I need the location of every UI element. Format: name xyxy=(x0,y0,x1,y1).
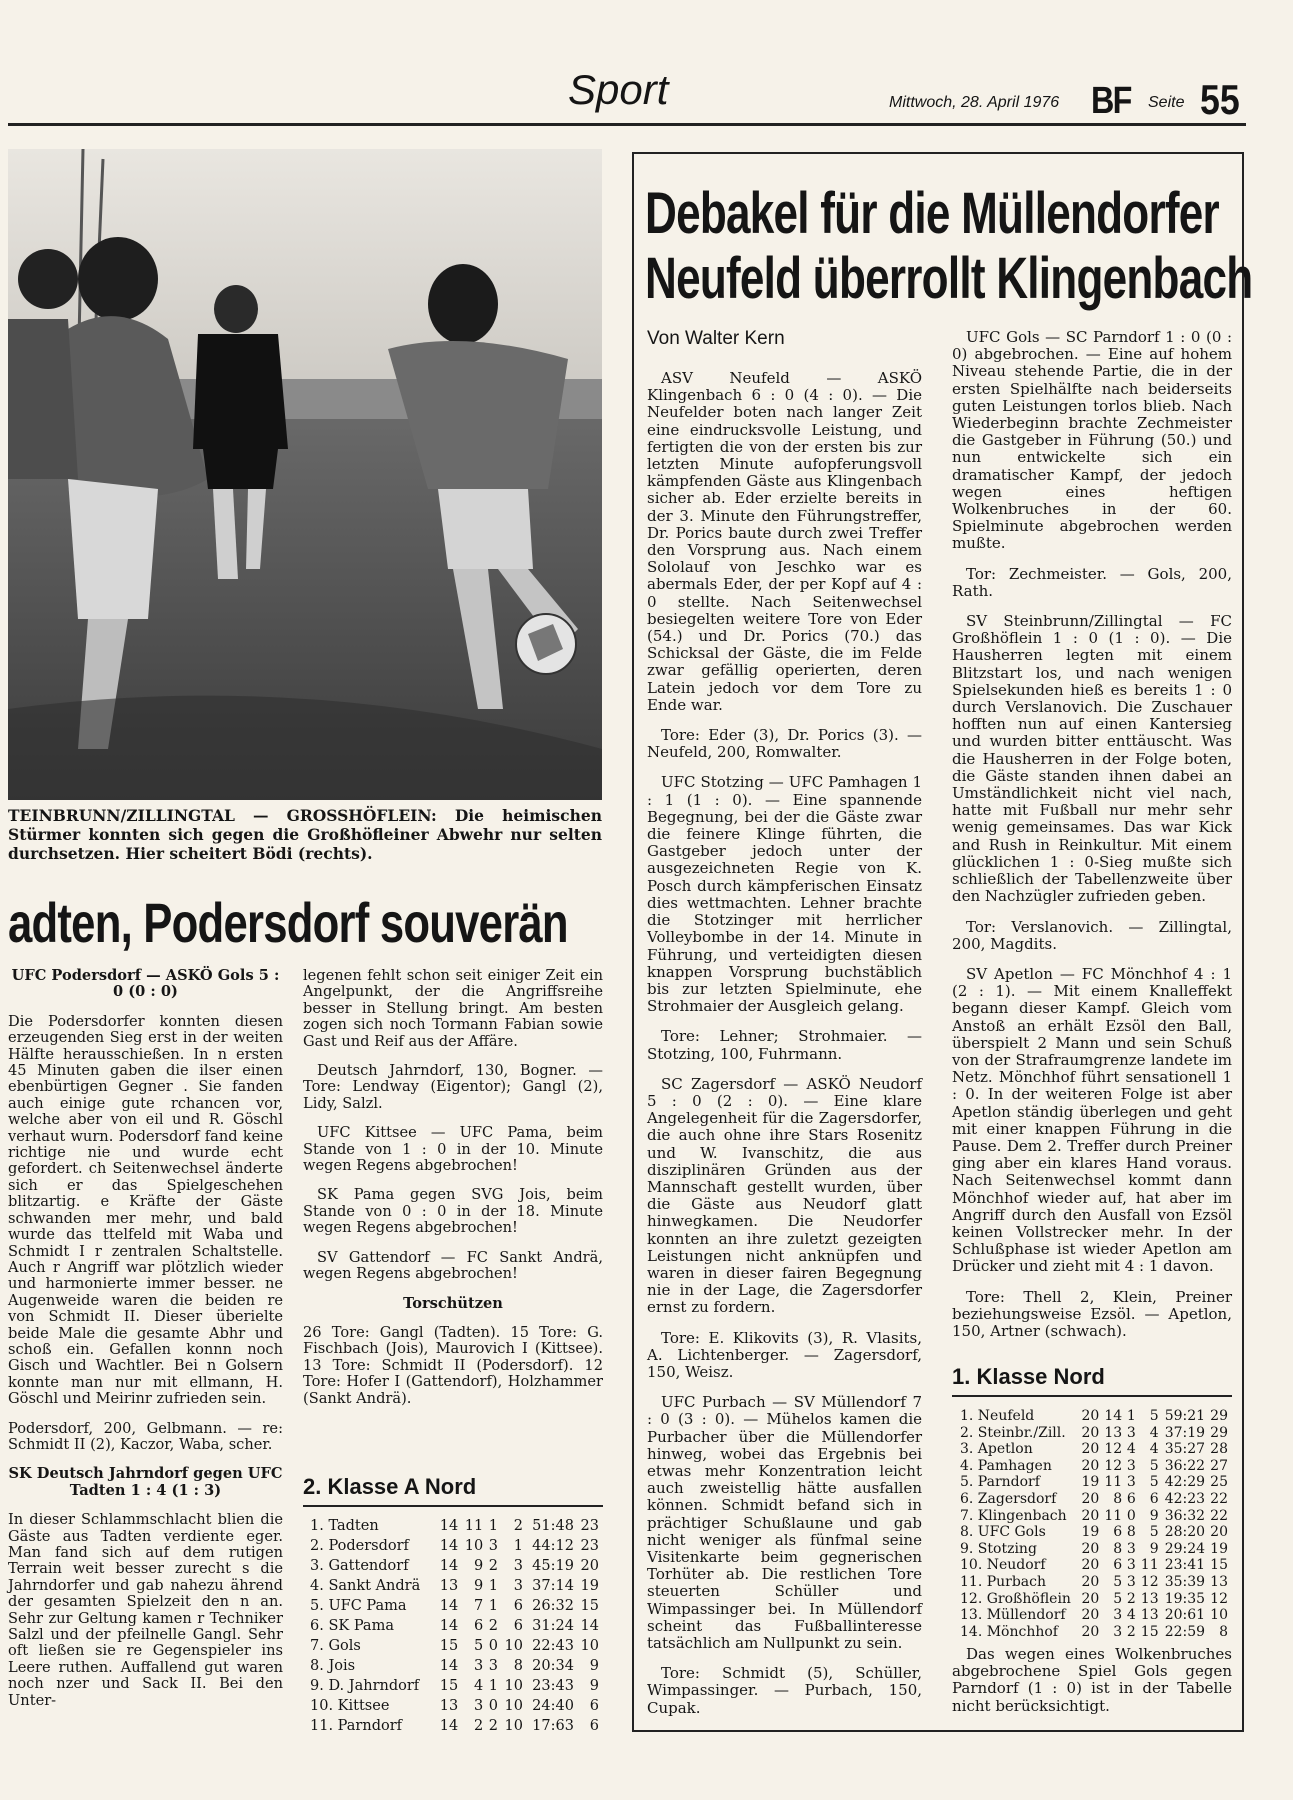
table-row xyxy=(960,1425,1232,1442)
stat-cell: 6 xyxy=(1126,1490,1136,1507)
table-row xyxy=(960,1408,1232,1425)
newspaper-logo: BF xyxy=(1091,80,1131,122)
stat-cell: 22:43 xyxy=(532,1638,574,1654)
stat-cell: 2 xyxy=(488,1558,498,1574)
stat-cell: 6 xyxy=(513,1598,523,1614)
table-rule xyxy=(303,1505,603,1507)
stat-cell: 37:14 xyxy=(532,1578,574,1594)
team-cell: 8. UFC Gols xyxy=(960,1524,1046,1541)
team-cell: 9. D. Jahrndorf xyxy=(310,1678,420,1694)
stat-cell: 15 xyxy=(1210,1557,1228,1574)
stat-cell: 5 xyxy=(1113,1590,1123,1607)
stat-cell: 20 xyxy=(1081,1457,1100,1474)
stat-cell: 8 xyxy=(1126,1524,1136,1541)
stat-cell: 6 xyxy=(589,1698,599,1714)
table-note: Das wegen eines Wolkenbruches abgebrochene Spiel Gols gegen Parndorf (1 : 0) ist in der Tabelle nicht berücksichtigt. xyxy=(952,1645,1232,1715)
header-rule xyxy=(8,123,1246,126)
stat-cell: 12 xyxy=(1210,1590,1228,1607)
stat-cell: 10 xyxy=(504,1638,523,1654)
stat-cell: 20 xyxy=(580,1558,599,1574)
stat-cell: 42:29 xyxy=(1164,1474,1206,1491)
stat-cell: 3 xyxy=(1126,1457,1136,1474)
stat-cell: 14 xyxy=(439,1558,459,1574)
stat-cell: 3 xyxy=(474,1698,484,1714)
stat-cell: 19 xyxy=(1081,1524,1100,1541)
match-details: Tor: Verslanovich. — Zillingtal, 200, Magdits. xyxy=(952,917,1232,953)
stat-cell: 27 xyxy=(1210,1457,1228,1474)
section-title: Sport xyxy=(568,66,669,113)
stat-cell: 10 xyxy=(504,1678,523,1694)
match-heading: UFC Podersdorf — ASKÖ Gols 5 : 0 (0 : 0) xyxy=(11,967,280,1001)
stat-cell: 9 xyxy=(1149,1507,1159,1524)
stat-cell: 14 xyxy=(439,1718,459,1734)
stat-cell: 1 xyxy=(488,1518,498,1534)
stat-cell: 29:24 xyxy=(1164,1540,1206,1557)
stat-cell: 26:32 xyxy=(532,1598,574,1614)
stat-cell: 9 xyxy=(589,1678,599,1694)
stat-cell: 11 xyxy=(1104,1474,1123,1491)
stat-cell: 19 xyxy=(1210,1540,1228,1557)
team-cell: 4. Pamhagen xyxy=(960,1457,1052,1474)
team-cell: 1. Neufeld xyxy=(960,1408,1035,1424)
stat-cell: 2 xyxy=(488,1618,498,1634)
stat-cell: 29 xyxy=(1210,1408,1228,1424)
table-row xyxy=(310,1516,603,1536)
stat-cell: 14 xyxy=(1104,1408,1123,1424)
league-table-1-klasse xyxy=(960,1408,1232,1640)
left-article-col2 xyxy=(303,968,603,1420)
stat-cell: 5 xyxy=(1149,1457,1159,1474)
stat-cell: 12 xyxy=(1104,1441,1123,1458)
table-row xyxy=(310,1616,603,1636)
stat-cell: 8 xyxy=(1113,1540,1123,1557)
stat-cell: 3 xyxy=(1126,1424,1136,1441)
stat-cell: 5 xyxy=(1113,1573,1123,1590)
stat-cell: 15 xyxy=(439,1678,459,1694)
stat-cell: 13 xyxy=(1140,1607,1159,1624)
stat-cell: 3 xyxy=(474,1658,484,1674)
match-report: legenen fehlt schon seit einiger Zeit ein Angelpunkt, der die Angriffsreihe besser in Stellung bringt. Am besten zogen sich noch Tormann Fabian sowie Gast und Reif aus der Affäre. xyxy=(303,967,603,1050)
team-cell: 12. Großhöflein xyxy=(960,1590,1071,1607)
scorers-list: 26 Tore: Gangl (Tadten). 15 Tore: G. Fischbach (Jois), Maurovich I (Kittsee). 13 Tore: Schmidt II (Podersdorf). 12 Tore: Hofer I (Gattendorf), Holzhammer (Sankt Andrä). xyxy=(303,1323,603,1407)
table-title-2-klasse: 2. Klasse A Nord xyxy=(303,1474,477,1499)
match-photo xyxy=(8,149,602,800)
stat-cell: 11 xyxy=(1104,1507,1123,1524)
stat-cell: 20 xyxy=(1081,1408,1100,1424)
page-number: 55 xyxy=(1200,76,1240,123)
stat-cell: 9 xyxy=(474,1558,484,1574)
team-cell: 8. Jois xyxy=(310,1658,356,1674)
stat-cell: 14 xyxy=(439,1598,459,1614)
stat-cell: 0 xyxy=(488,1698,498,1714)
stat-cell: 44:12 xyxy=(532,1538,574,1554)
stat-cell: 45:19 xyxy=(532,1558,574,1574)
stat-cell: 28:20 xyxy=(1164,1524,1206,1541)
scorers-heading: Torschützen xyxy=(403,1294,503,1312)
table-rule xyxy=(952,1395,1232,1397)
team-cell: 10. Neudorf xyxy=(960,1557,1046,1574)
stat-cell: 14 xyxy=(439,1518,459,1534)
table-title-1-klasse: 1. Klasse Nord xyxy=(952,1364,1105,1389)
match-note: SV Gattendorf — FC Sankt Andrä, wegen Regens abgebrochen! xyxy=(303,1248,603,1283)
team-cell: 3. Gattendorf xyxy=(310,1558,409,1574)
stat-cell: 2 xyxy=(474,1718,484,1734)
stat-cell: 1 xyxy=(1126,1408,1136,1424)
stat-cell: 15 xyxy=(580,1598,599,1614)
table-row xyxy=(310,1576,603,1596)
table-row xyxy=(310,1696,603,1716)
table-row xyxy=(960,1557,1232,1574)
stat-cell: 5 xyxy=(474,1638,484,1654)
stat-cell: 5 xyxy=(1149,1474,1159,1491)
stat-cell: 9 xyxy=(1149,1540,1159,1557)
stat-cell: 11 xyxy=(1140,1557,1159,1574)
stat-cell: 13 xyxy=(1210,1573,1228,1590)
table-row xyxy=(960,1624,1232,1641)
stat-cell: 3 xyxy=(1126,1540,1136,1557)
football-players-illustration xyxy=(8,149,602,800)
stat-cell: 0 xyxy=(488,1638,498,1654)
stat-cell: 6 xyxy=(1113,1557,1123,1574)
stat-cell: 23 xyxy=(580,1518,599,1534)
stat-cell: 22 xyxy=(1210,1507,1228,1524)
stat-cell: 20 xyxy=(1081,1623,1100,1640)
left-article-col1 xyxy=(8,968,283,1722)
stat-cell: 2 xyxy=(1126,1623,1136,1640)
table-row xyxy=(310,1636,603,1656)
stat-cell: 20:61 xyxy=(1164,1607,1206,1624)
match-note: SK Pama gegen SVG Jois, beim Stande von 0 : 0 in der 18. Minute wegen Regens abgebrochen! xyxy=(303,1186,603,1237)
stat-cell: 15 xyxy=(1140,1623,1159,1640)
match-report: UFC Stotzing — UFC Pamhagen 1 : 1 (1 : 0). — Eine spannende Begegnung, bei der die Gäste zwar die feinere Klinge führten, die Gastgeber jedoch unter der ausgezeichneten Regie von K. Posch durch kämpferischen Einsatz dies wettmachten. Lehner brachte die Stotzinger mit herrlicher Volleybombe in der 14. Minute in Führung, und verteidigten diesen knappen Vorsprung buchstäblich bis zur letzten Spielminute, ehe Strohmaier der Ausgleich gelang. xyxy=(647,773,922,1016)
stat-cell: 19 xyxy=(1081,1474,1100,1491)
stat-cell: 3 xyxy=(513,1578,523,1594)
table-row xyxy=(310,1676,603,1696)
stat-cell: 14 xyxy=(580,1618,599,1634)
stat-cell: 7 xyxy=(474,1598,484,1614)
stat-cell: 51:48 xyxy=(532,1518,574,1534)
stat-cell: 1 xyxy=(488,1678,498,1694)
stat-cell: 13 xyxy=(1104,1424,1123,1441)
stat-cell: 36:32 xyxy=(1164,1507,1206,1524)
table-row xyxy=(960,1524,1232,1541)
table-row xyxy=(310,1556,603,1576)
issue-date: Mittwoch, 28. April 1976 xyxy=(889,94,1060,111)
match-details: Deutsch Jahrndorf, 130, Bogner. — Tore: Lendway (Eigentor); Gangl (2), Lidy, Salzl. xyxy=(303,1062,603,1112)
stat-cell: 20 xyxy=(1081,1590,1100,1607)
match-report: Die Podersdorfer konnten diesen erzeugenden Sieg erst in der weiten Hälfte herausschießen. In n ersten 45 Minuten gaben die ilser einen ebenbürtigen Gegner . Sie fanden auch einige gute rchancen vor, welche aber von eil und R. Göschl verhaut wurn. Podersdorf fand keine richtige nie und wurde echt gefordert. ch Seitenwechsel änderte sich er das Spielgeschehen blitzartig. e Kräfte der Gäste schwanden mer mehr, und bald wurde das ttelfeld mit Waba und Schmidt I r zentralen Schaltstelle. Auch r Angriff war plötzlich wieder und harmonierte immer besser. ne Augenweide waren die beiden re von Schmidt II. Dieser überielte beide Male die gesamte Abhr und schoß ein. Gefallen konnn noch Gisch und Wachtler. Bei n Golsern konnte man nur mit ellmann, H. Göschl und Meirinr zufrieden sein. xyxy=(8,1012,283,1408)
stat-cell: 10 xyxy=(464,1538,484,1554)
stat-cell: 3 xyxy=(1113,1607,1123,1624)
stat-cell: 6 xyxy=(513,1618,523,1634)
stat-cell: 9 xyxy=(474,1578,484,1594)
stat-cell: 3 xyxy=(513,1558,523,1574)
stat-cell: 8 xyxy=(1219,1623,1228,1640)
stat-cell: 5 xyxy=(1149,1524,1159,1541)
stat-cell: 0 xyxy=(1126,1507,1136,1524)
table-row xyxy=(310,1656,603,1676)
photo-caption: TEINBRUNN/ZILLINGTAL — GROSSHÖFLEIN: Die heimischen Stürmer konnten sich gegen die Großhöfleiner Abwehr nur selten durchsetzen. Hier scheitert Bödi (rechts). xyxy=(8,806,602,863)
stat-cell: 6 xyxy=(1113,1524,1123,1541)
stat-cell: 8 xyxy=(513,1658,523,1674)
team-cell: 3. Apetlon xyxy=(960,1441,1033,1458)
left-headline: adten, Podersdorf souverän xyxy=(8,891,568,954)
stat-cell: 29 xyxy=(1210,1424,1228,1441)
stat-cell: 22 xyxy=(1210,1490,1228,1507)
stat-cell: 23:43 xyxy=(532,1678,574,1694)
stat-cell: 6 xyxy=(474,1618,484,1634)
seite-label: Seite xyxy=(1148,94,1185,111)
stat-cell: 8 xyxy=(1113,1490,1123,1507)
stat-cell: 14 xyxy=(439,1538,459,1554)
team-cell: 10. Kittsee xyxy=(310,1698,390,1714)
right-headline-1: Debakel für die Müllendorfer xyxy=(645,181,1219,246)
stat-cell: 31:24 xyxy=(532,1618,574,1634)
stat-cell: 3 xyxy=(1113,1623,1123,1640)
stat-cell: 15 xyxy=(439,1638,459,1654)
match-details: Tore: E. Klikovits (3), R. Vlasits, A. Lichtenberger. — Zagersdorf, 150, Weisz. xyxy=(647,1328,922,1381)
team-cell: 2. Podersdorf xyxy=(310,1538,409,1554)
match-details: Tore: Thell 2, Klein, Preiner beziehungsweise Ezsöl. — Apetlon, 150, Artner (schwach). xyxy=(952,1287,1232,1340)
stat-cell: 35:39 xyxy=(1164,1573,1206,1590)
stat-cell: 4 xyxy=(474,1678,484,1694)
stat-cell: 2 xyxy=(488,1718,498,1734)
stat-cell: 11 xyxy=(464,1518,484,1534)
stat-cell: 20:34 xyxy=(532,1658,574,1674)
stat-cell: 3 xyxy=(1126,1557,1136,1574)
match-details: Podersdorf, 200, Gelbmann. — re: Schmidt II (2), Kaczor, Waba, scher. xyxy=(8,1419,283,1453)
match-details: Tore: Schmidt (5), Schüller, Wimpassinger. — Purbach, 150, Cupak. xyxy=(647,1664,922,1717)
stat-cell: 3 xyxy=(1126,1474,1136,1491)
stat-cell: 10 xyxy=(580,1638,599,1654)
stat-cell: 59:21 xyxy=(1164,1408,1206,1424)
team-cell: 7. Gols xyxy=(310,1638,361,1654)
stat-cell: 23:41 xyxy=(1164,1557,1206,1574)
team-cell: 7. Klingenbach xyxy=(960,1507,1067,1524)
match-heading: SK Deutsch Jahrndorf gegen UFC Tadten 1 : 4 (1 : 3) xyxy=(8,1465,283,1499)
stat-cell: 17:63 xyxy=(532,1718,574,1734)
match-report: UFC Gols — SC Parndorf 1 : 0 (0 : 0) abgebrochen. — Eine auf hohem Niveau stehende Partie, die in der ersten Spielhälfte nach beiderseits guten Leistungen torlos blieb. Nach Wiederbeginn brachte Zechmeister die Gastgeber in Führung (50.) und nun entwickelte sich ein dramatischer Kampf, der jedoch wegen eines heftigen Wolkenbruches in der 60. Spielminute abgebrochen werden mußte. xyxy=(952,328,1232,553)
match-details: Tore: Lehner; Strohmaier. — Stotzing, 100, Fuhrmann. xyxy=(647,1027,922,1063)
stat-cell: 20 xyxy=(1081,1490,1100,1507)
team-cell: 6. SK Pama xyxy=(310,1618,394,1634)
stat-cell: 20 xyxy=(1081,1424,1100,1441)
table-row xyxy=(960,1591,1232,1608)
stat-cell: 4 xyxy=(1126,1607,1136,1624)
match-report: SV Steinbrunn/Zillingtal — FC Großhöflein 1 : 0 (1 : 0). — Die Hausherren legten mit einem Blitzstart los, und nach wenigen Spielsekunden hieß es bereits 1 : 0 durch Verslanovich. Die Zuschauer hofften nun auf einen Kantersieg und wurden bitter enttäuscht. Was die Hausherren in der Folge boten, die Gäste standen ihnen dabei an Umständlichkeit nicht viel nach, hatte mit Fußball nur mehr sehr wenig gemeinsames. Das war Kick and Rush in Reinkultur. Mit einem glücklichen 1 : 0-Sieg mußte sich schließlich der Tabellenzweite über den Nachzügler zufrieden geben. xyxy=(952,612,1232,906)
stat-cell: 12 xyxy=(1104,1457,1123,1474)
stat-cell: 13 xyxy=(1140,1590,1159,1607)
match-note: UFC Kittsee — UFC Pama, beim Stande von 1 : 0 in der 10. Minute wegen Regens abgebrochen! xyxy=(303,1124,603,1175)
stat-cell: 2 xyxy=(513,1518,523,1534)
right-headline-2: Neufeld überrollt Klingenbach xyxy=(645,246,1253,311)
league-table-2-klasse xyxy=(310,1516,603,1736)
table-row xyxy=(960,1508,1232,1525)
stat-cell: 13 xyxy=(439,1698,459,1714)
stat-cell: 3 xyxy=(488,1658,498,1674)
stat-cell: 24:40 xyxy=(532,1698,574,1714)
match-report: In dieser Schlammschlacht blien die Gäste aus Tadten verdiente eger. Man fand sich auf dem rutigen Terrain weit besser zurecht s die Jahrndorfer und gab nahezu ährend der gesamten Spielzeit den n an. Sehr zur Geltung kamen r Techniker Salzl und der pfeilnelle Gangl. Sehr oft ließen sie re Gegenspieler ins Leere ruthen. Auffallend gut waren noch nzer und Sack II. Bei den Unter- xyxy=(8,1511,283,1709)
stat-cell: 14 xyxy=(439,1658,459,1674)
match-details: Tor: Zechmeister. — Gols, 200, Rath. xyxy=(952,564,1232,600)
stat-cell: 28 xyxy=(1210,1441,1228,1458)
stat-cell: 13 xyxy=(439,1578,459,1594)
stat-cell: 6 xyxy=(1149,1490,1159,1507)
table-row xyxy=(960,1491,1232,1508)
stat-cell: 2 xyxy=(1126,1590,1136,1607)
stat-cell: 22:59 xyxy=(1164,1623,1206,1640)
team-cell: 14. Mönchhof xyxy=(960,1623,1058,1640)
stat-cell: 4 xyxy=(1149,1441,1159,1458)
stat-cell: 42:23 xyxy=(1164,1490,1206,1507)
stat-cell: 23 xyxy=(580,1538,599,1554)
stat-cell: 20 xyxy=(1210,1524,1228,1541)
stat-cell: 19:35 xyxy=(1164,1590,1206,1607)
team-cell: 11. Purbach xyxy=(960,1573,1047,1590)
team-cell: 5. UFC Pama xyxy=(310,1598,407,1614)
stat-cell: 36:22 xyxy=(1164,1457,1206,1474)
stat-cell: 20 xyxy=(1081,1607,1100,1624)
byline: Von Walter Kern xyxy=(647,328,785,349)
stat-cell: 20 xyxy=(1081,1573,1100,1590)
stat-cell: 14 xyxy=(439,1618,459,1634)
stat-cell: 10 xyxy=(504,1718,523,1734)
match-report: ASV Neufeld — ASKÖ Klingenbach 6 : 0 (4 : 0). — Die Neufelder boten nach langer Zeit eine eindrucksvolle Leistung, und fertigten die von der ersten bis zur letzten Minute aufopferungsvoll kämpfenden Gäste aus Klingenbach sicher ab. Eder erzielte bereits in der 3. Minute den Führungstreffer, Dr. Porics baute durch zwei Treffer den Vorsprung aus. Nach einem Sololauf von Jeschko war es abermals Eder, der per Kopf auf 4 : 0 stellte. Nach Seitenwechsel besiegelten weitere Tore von Eder (54.) und Dr. Porics (70.) das Schicksal der Gäste, die im Felde zwar gefällig operierten, deren Latein jedoch vor dem Tore zu Ende war. xyxy=(647,369,922,714)
table-row xyxy=(960,1574,1232,1591)
stat-cell: 20 xyxy=(1081,1441,1100,1458)
stat-cell: 3 xyxy=(488,1538,498,1554)
stat-cell: 1 xyxy=(488,1578,498,1594)
match-report: UFC Purbach — SV Müllendorf 7 : 0 (3 : 0). — Mühelos kamen die Purbacher über die Müllendorfer hinweg, wobei das Ergebnis bei etwas mehr Konzentration leicht auch zweistellig hätte ausfallen können. Schmidt befand sich in prächtiger Schußlaune und gab nicht weniger als fünfmal seine Visitenkarte beim gegnerischen Torhüter ab. Die restlichen Tore steuerten Schüller und Wimpassinger bei. In Müllendorf scheint das Fußballinteresse tatsächlich am Nullpunkt zu sein. xyxy=(647,1393,922,1653)
stat-cell: 20 xyxy=(1081,1507,1100,1524)
table-row xyxy=(310,1536,603,1556)
stat-cell: 35:27 xyxy=(1164,1441,1206,1458)
stat-cell: 37:19 xyxy=(1164,1424,1206,1441)
right-article-col1 xyxy=(647,370,922,1730)
team-cell: 5. Parndorf xyxy=(960,1474,1040,1491)
stat-cell: 6 xyxy=(589,1718,599,1734)
team-cell: 2. Steinbr./Zill. xyxy=(960,1424,1066,1441)
right-article-col2 xyxy=(952,329,1232,1353)
stat-cell: 19 xyxy=(580,1578,599,1594)
table-row xyxy=(960,1441,1232,1458)
stat-cell: 3 xyxy=(1126,1573,1136,1590)
match-details: Tore: Eder (3), Dr. Porics (3). — Neufeld, 200, Romwalter. xyxy=(647,726,922,762)
table-row xyxy=(960,1607,1232,1624)
match-report: SV Apetlon — FC Mönchhof 4 : 1 (2 : 1). — Mit einem Knalleffekt begann dieser Kampf. Gleich vom Anstoß an erhält Ezsöl den Ball, überspielt 2 Mann und sein Schuß von der Strafraumgrenze landete im Netz. Mönchhof führt sensationell 1 : 0. In der weiteren Folge ist aber Apetlon ständig überlegen und geht mit einer knappen Führung in die Pause. Dem 2. Treffer durch Preiner ging aber ein klares Hand voraus. Nach Seitenwechsel kommt dann Mönchhof wieder auf, hat aber im Angriff durch den Ausfall von Ezsöl keinen Vollstrecker mehr. In der Schlußphase ist wieder Apetlon am Drücker und zieht mit 4 : 1 davon. xyxy=(952,964,1232,1276)
stat-cell: 20 xyxy=(1081,1557,1100,1574)
stat-cell: 10 xyxy=(1210,1607,1228,1624)
table-row xyxy=(960,1474,1232,1491)
team-cell: 6. Zagersdorf xyxy=(960,1490,1057,1507)
match-report: SC Zagersdorf — ASKÖ Neudorf 5 : 0 (2 : 0). — Eine klare Angelegenheit für die Zagersdorfer, die auch ohne ihre Stars Rosenitz und W. Ivanschitz, die aus disziplinären Gründen aus der Mannschaft gestellt wurden, über die Gäste aus Neudorf glatt hinwegkamen. Die Neudorfer konnten an ihre zuletzt gezeigten Leistungen nicht anknüpfen und waren in dieser fairen Begegnung nie in der Lage, die Zagersdorfer ernst zu fordern. xyxy=(647,1074,922,1317)
stat-cell: 10 xyxy=(504,1698,523,1714)
stat-cell: 1 xyxy=(513,1538,523,1554)
team-cell: 1. Tadten xyxy=(310,1518,379,1534)
team-cell: 9. Stotzing xyxy=(960,1540,1037,1557)
stat-cell: 1 xyxy=(488,1598,498,1614)
table-row xyxy=(310,1596,603,1616)
stat-cell: 5 xyxy=(1149,1408,1159,1424)
table-row xyxy=(960,1541,1232,1558)
team-cell: 11. Parndorf xyxy=(310,1718,402,1734)
stat-cell: 12 xyxy=(1140,1573,1159,1590)
stat-cell: 9 xyxy=(589,1658,599,1674)
team-cell: 4. Sankt Andrä xyxy=(310,1578,421,1594)
stat-cell: 4 xyxy=(1126,1441,1136,1458)
table-row xyxy=(960,1458,1232,1475)
stat-cell: 25 xyxy=(1210,1474,1228,1491)
stat-cell: 4 xyxy=(1149,1424,1159,1441)
stat-cell: 20 xyxy=(1081,1540,1100,1557)
table-row xyxy=(310,1716,603,1736)
team-cell: 13. Müllendorf xyxy=(960,1607,1066,1624)
